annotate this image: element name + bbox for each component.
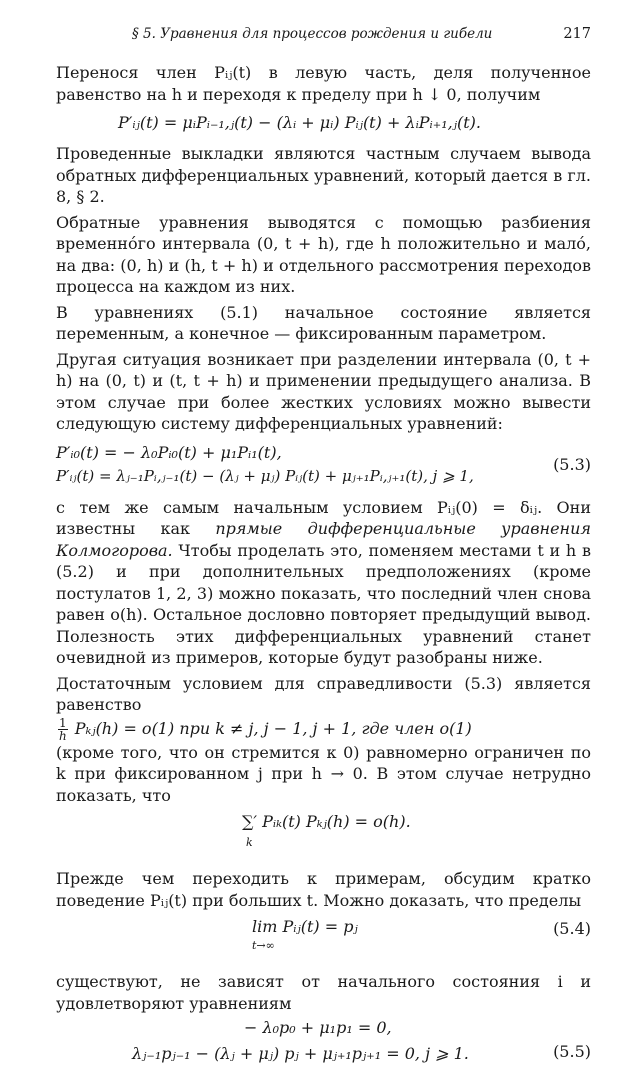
equation-5-3-line-1: P′ᵢ₀(t) = − λ₀Pᵢ₀(t) + μ₁Pᵢ₁(t), <box>56 442 282 462</box>
equation-1-text: P′ᵢⱼ(t) = μᵢPᵢ₋₁,ⱼ(t) − (λᵢ + μᵢ) Pᵢⱼ(t) + λᵢPᵢ₊₁,ⱼ(t). <box>118 113 481 132</box>
kolmogorov-term: прямые дифференциальные уравнения Колмогорова. <box>56 519 591 560</box>
paragraph-6-end: Чтобы проделать это, поменяем местами t и h в (5.2) и при дополнительных предположениях (кроме постулатов 1, 2, 3) можно показать, что последний член снова равен o(h). Остальное дословно повторяет предыдущий вывод. Полезность этих дифференциальных уравнений станет очевидной из примеров, которые будут разобраны ниже. <box>56 540 591 667</box>
paragraph-7-formula <box>56 716 591 742</box>
equation-number-5-4: (5.4) <box>553 919 591 938</box>
running-title: § 5. Уравнения для процессов рождения и гибели <box>132 26 493 42</box>
paragraph-4: В уравнениях (5.1) начальное состояние является переменным, а конечное — фиксированным параметром. <box>56 302 591 343</box>
equation-number-5-5: (5.5) <box>553 1042 591 1061</box>
equation-5-5-line-2: λⱼ₋₁pⱼ₋₁ − (λⱼ + μⱼ) pⱼ + μⱼ₊₁pⱼ₊₁ = 0, j ⩾ 1. <box>132 1044 469 1063</box>
equation-sum <box>56 808 591 858</box>
fraction-numerator: 1 <box>59 715 67 730</box>
fraction-one-over-h <box>58 717 68 742</box>
page-number: 217 <box>563 26 591 42</box>
sum-index: k <box>246 836 253 849</box>
paragraph-5: Другая ситуация возникает при разделении интервала (0, t + h) на (0, t) и (t, t + h) и применении предыдущего анализа. В этом случае при более жестких условиях можно вывести следующую систему дифференциальных уравнений: <box>56 349 591 433</box>
paragraph-7-intro: Достаточным условием для справедливости (5.3) является равенство <box>56 673 591 714</box>
equation-number-5-3: (5.3) <box>553 454 591 474</box>
equation-5-4 <box>56 915 591 959</box>
limit-subscript: t→∞ <box>252 939 275 952</box>
running-header <box>56 26 591 42</box>
equation-sum-text: ∑′ Pᵢₖ(t) Pₖⱼ(h) = o(h). <box>242 812 411 831</box>
equation-1 <box>56 109 591 135</box>
equation-5-4-text: lim Pᵢⱼ(t) = pⱼ <box>252 917 358 936</box>
book-page <box>56 26 591 1070</box>
paragraph-2: Проведенные выкладки являются частным случаем вывода обратных дифференциальных уравнений, который дается в гл. 8, § 2. <box>56 144 591 206</box>
equation-system-5-3 <box>56 441 591 491</box>
equation-5-5-line-1: − λ₀p₀ + μ₁p₁ = 0, <box>244 1018 392 1037</box>
equation-5-3-line-2: P′ᵢⱼ(t) = λⱼ₋₁Pᵢ,ⱼ₋₁(t) − (λⱼ + μⱼ) Pᵢⱼ(t) + μⱼ₊₁Pᵢ,ⱼ₊₁(t), j ⩾ 1, <box>56 466 474 485</box>
paragraph-9: существуют, не зависят от начального состояния i и удовлетворяют уравнениям <box>56 972 591 1013</box>
paragraph-7-formula-text: Pₖⱼ(h) = o(1) при k ≠ j, j − 1, j + 1, где член o(1) <box>74 718 472 738</box>
fraction-denominator: h <box>58 728 67 743</box>
paragraph-7-rest: (кроме того, что он стремится к 0) равномерно ограничен по k при фиксированном j при h → 0. В этом случае нетрудно показать, что <box>56 742 591 805</box>
equation-system-5-5 <box>56 1014 591 1070</box>
paragraph-6-start: с тем же самым начальным условием Pᵢⱼ(0) = δᵢⱼ. Они известны как <box>56 497 591 538</box>
paragraph-8: Прежде чем переходить к примерам, обсудим кратко поведение Pᵢⱼ(t) при больших t. Можно доказать, что пределы <box>56 869 591 910</box>
paragraph-6 <box>56 497 591 669</box>
paragraph-3: Обратные уравнения выводятся с помощью разбиения временно́го интервала (0, t + h), где h положительно и мало́, на два: (0, h) и (h, t + h) и отдельного рассмотрения переходов процесса на каждом из них. <box>56 212 591 296</box>
paragraph-1: Перенося член Pᵢⱼ(t) в левую часть, деля полученное равенство на h и переходя к пределу при h ↓ 0, получим <box>56 63 591 104</box>
